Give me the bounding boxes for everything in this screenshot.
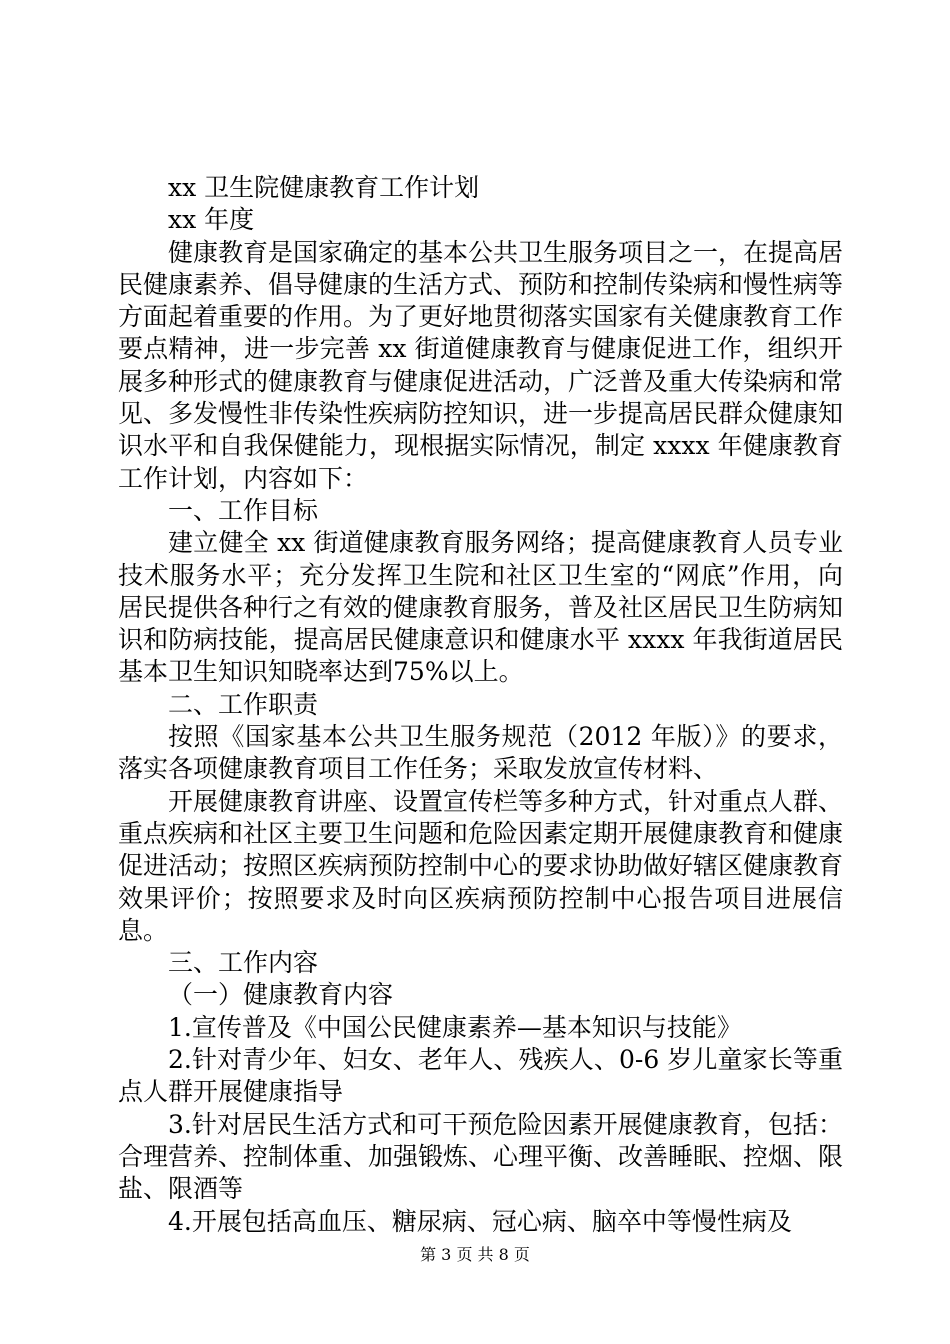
goals-paragraph: 建立健全 xx 街道健康教育服务网络；提高健康教育人员专业技术服务水平；充分发挥卫生院和社区卫生室的“网底”作用，向居民提供各种行之有效的健康教育服务，普及社区居民卫生防病知识和防病技能，提高居民健康意识和健康水平 xxxx 年我街道居民基本卫生知识知晓率达到75%以上。 — [118, 528, 844, 687]
document-title: xx 卫生院健康教育工作计划 — [168, 173, 480, 202]
page-footer: 第 3 页 共 8 页 — [420, 1245, 530, 1264]
section-heading-content: 三、工作内容 — [168, 948, 319, 978]
content-item-3: 3.针对居民生活方式和可干预危险因素开展健康教育，包括：合理营养、控制体重、加强锻炼、心理平衡、改善睡眠、控烟、限盐、限酒等 — [118, 1109, 844, 1204]
content-item-1: 1.宣传普及《中国公民健康素养—基本知识与技能》 — [168, 1012, 742, 1042]
content-item-4: 4.开展包括高血压、糖尿病、冠心病、脑卒中等慢性病及 — [168, 1206, 792, 1236]
duties-paragraph-2: 开展健康教育讲座、设置宣传栏等多种方式，针对重点人群、重点疾病和社区主要卫生问题和危险因素定期开展健康教育和健康促进活动；按照区疾病预防控制中心的要求协助做好辖区健康教育效果评价；按照要求及时向区疾病预防控制中心报告项目进展信息。 — [118, 786, 844, 945]
content-item-2: 2.针对青少年、妇女、老年人、残疾人、0-6 岁儿童家长等重点人群开展健康指导 — [118, 1045, 843, 1107]
document-year: xx 年度 — [168, 205, 255, 235]
subsection-heading: （一）健康教育内容 — [168, 980, 394, 1010]
section-heading-goals: 一、工作目标 — [168, 495, 319, 525]
duties-paragraph-1: 按照《国家基本公共卫生服务规范（2012 年版）》的要求，落实各项健康教育项目工作任务；采取发放宣传材料、 — [118, 722, 843, 784]
document-body — [118, 172, 843, 1238]
section-heading-duties: 二、工作职责 — [168, 689, 319, 719]
intro-paragraph: 健康教育是国家确定的基本公共卫生服务项目之一，在提高居民健康素养、倡导健康的生活方式、预防和控制传染病和慢性病等方面起着重要的作用。为了更好地贯彻落实国家有关健康教育工作要点精神，进一步完善 xx 街道健康教育与健康促进工作，组织开展多种形式的健康教育与健康促进活动，广泛普及重大传染病和常见、多发慢性非传染性疾病防控知识，进一步提高居民群众健康知识水平和自我保健能力，现根据实际情况，制定 xxxx 年健康教育工作计划，内容如下： — [118, 237, 844, 493]
